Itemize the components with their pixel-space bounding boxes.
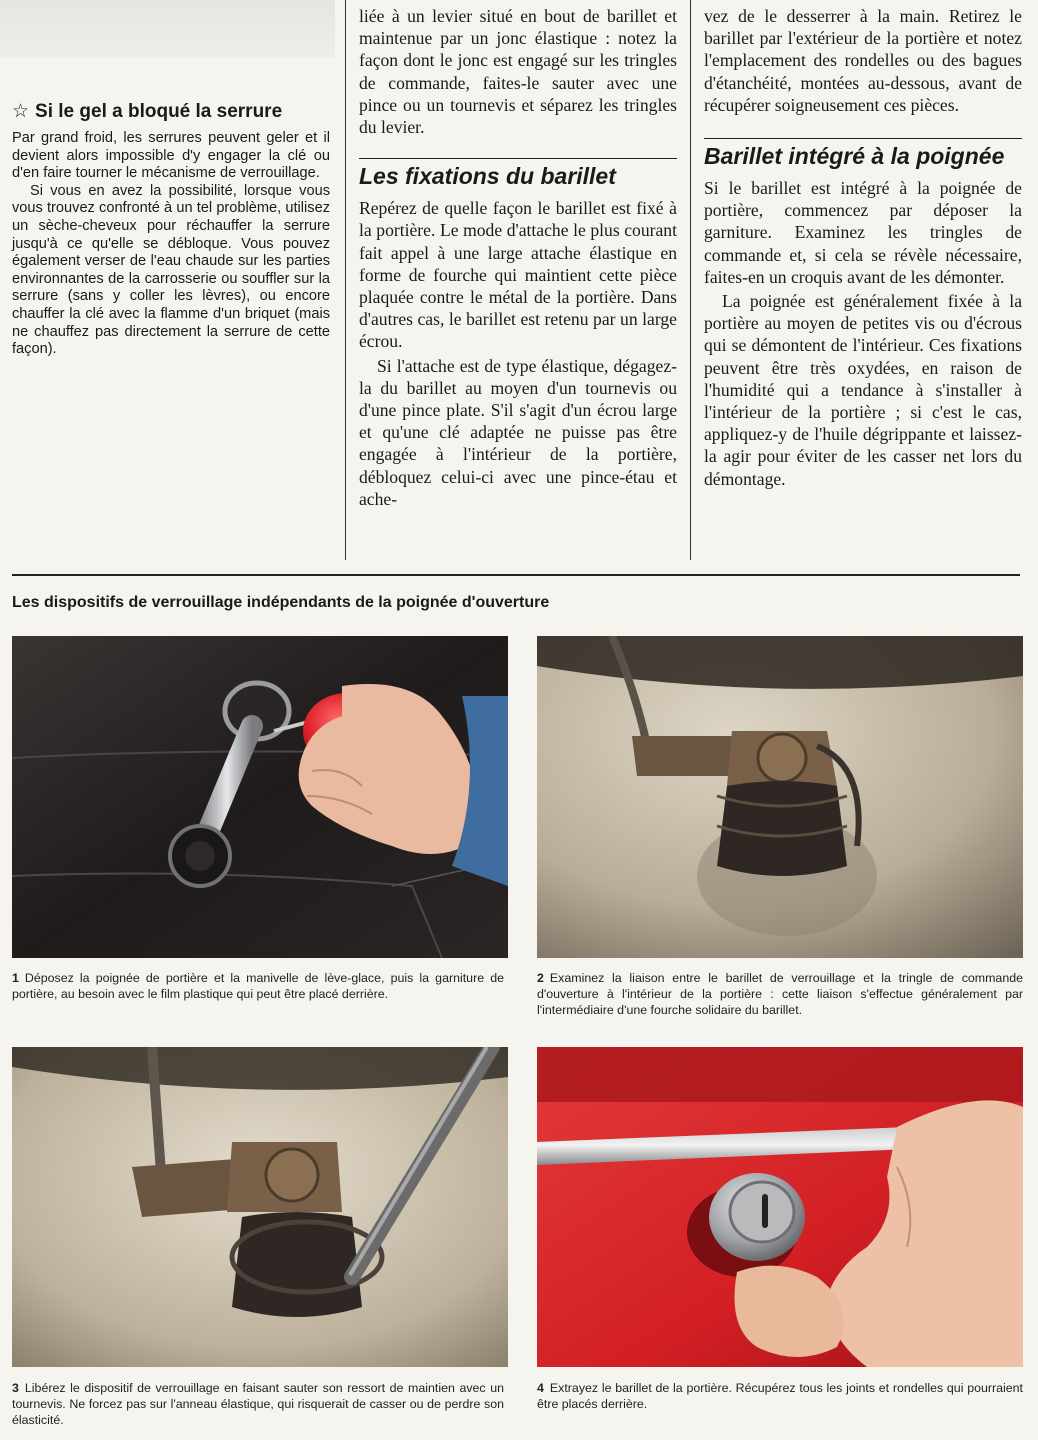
figure-number: 2 — [537, 971, 544, 985]
column-2 — [359, 5, 677, 510]
sidebar-title — [12, 100, 330, 124]
figure-caption-text: Examinez la liaison entre le barillet de verrouillage et la tringle de commande d'ouverture à l'intérieur de la portière : cette liaison s'effectue généralement par l'intermédiaire d'une fourche solidaire du barillet. — [537, 971, 1023, 1017]
star-outline-icon: ☆ — [12, 101, 30, 122]
column-divider — [345, 0, 346, 560]
sidebar-paragraph-2: Si vous en avez la possibilité, lorsque vous vous trouvez confronté à un tel problème, utilisez un sèche-cheveux pour réchauffer la serrure jusqu'à ce qu'elle se débloque. Vous pouvez également verser de l'eau chaude sur les parties environnantes de la carrosserie ou souffler sur la serrure (sans y coller les lèvres), ou encore chauffer la clé avec la flamme d'un briquet (mais ne chauffez pas directement la serrure de cette façon). — [12, 182, 330, 358]
figure-caption-3 — [12, 1381, 504, 1428]
photo-barrel-linkage — [537, 636, 1023, 958]
figure-caption-text: Déposez la poignée de portière et la manivelle de lève-glace, puis la garniture de portière, au besoin avec le film plastique qui peut être placé derrière. — [12, 971, 504, 1001]
figure-caption-4 — [537, 1381, 1023, 1413]
figure-number: 3 — [12, 1381, 19, 1395]
figures-title: Les dispositifs de verrouillage indépendants de la poignée d'ouverture — [12, 594, 550, 611]
section-heading-fixations: Les fixations du barillet — [359, 158, 677, 191]
column-3-paragraph-2: La poignée est généralement fixée à la portière au moyen de petites vis ou d'écrous qui se démontent de l'intérieur. Ces fixations peuvent être très oxydées, en raison de l'humidité qui a tendance à s'installer à l'intérieur de la portière ; si c'est le cas, appliquez-y de l'huile dégrippante et laissez-la agir pour éviter de les casser net lors du démontage. — [704, 291, 1022, 489]
figure-caption-text: Extrayez le barillet de la portière. Récupérez tous les joints et rondelles qui pourraient être placés derrière. — [537, 1381, 1023, 1411]
column-divider — [690, 0, 691, 560]
column-2-paragraph-2: Si l'attache est de type élastique, dégagez-la du barillet au moyen d'un tournevis ou d'une pince plate. S'il s'agit d'un écrou large et qu'une clé adaptée ne puisse pas être engagée à l'intérieur de la portière, débloquez celui-ci avec une pince-étau et ache- — [359, 355, 677, 509]
figures-divider — [12, 574, 1020, 576]
column-3 — [704, 5, 1022, 490]
figure-number: 4 — [537, 1381, 544, 1395]
sidebar-title-text: Si le gel a bloqué la serrure — [35, 101, 283, 122]
photo-spring-release — [12, 1047, 508, 1367]
column-3-paragraph-1: Si le barillet est intégré à la poignée de portière, commencez par déposer la garniture. Examinez les tringles de commande et, si cela se révèle nécessaire, faites-en un croquis avant de les démonter. — [704, 178, 1022, 287]
figure-caption-2 — [537, 971, 1023, 1018]
sidebar-paragraph-1: Par grand froid, les serrures peuvent geler et il devient alors impossible d'y engager la clé ou d'en faire tourner le mécanisme de verrouillage. — [12, 130, 330, 182]
column-2-intro: liée à un levier situé en bout de barillet et maintenue par un jonc élastique : notez la façon dont le jonc est engagé sur les tringles de commande, faites-le sauter avec une pince ou un tournevis et séparez les tringles du levier. — [359, 6, 677, 138]
frost-sidebar — [12, 100, 330, 359]
figure-caption-text: Libérez le dispositif de verrouillage en faisant sauter son ressort de maintien avec un tournevis. Ne forcez pas sur l'anneau élastique, qui risquerait de casser ou de perdre son élasticité. — [12, 1381, 504, 1427]
figure-number: 1 — [12, 971, 19, 985]
header-strip — [0, 0, 335, 58]
figure-caption-1 — [12, 971, 504, 1003]
photo-door-panel-removal — [12, 636, 508, 958]
photo-barrel-extraction — [537, 1047, 1023, 1367]
column-3-intro: vez de le desserrer à la main. Retirez le barillet par l'extérieur de la portière et notez l'emplacement des rondelles ou des bagues d'étanchéité, montées au-dessous, avant de récupérer soigneusement ces pièces. — [704, 6, 1022, 115]
section-heading-barillet: Barillet intégré à la poignée — [704, 138, 1022, 171]
column-2-paragraph-1: Repérez de quelle façon le barillet est fixé à la portière. Le mode d'attache le plus courant fait appel à une large attache élastique en forme de fourche qui maintient cette pièce plaquée contre le métal de la portière. Dans d'autres cas, le barillet est retenu par un large écrou. — [359, 198, 677, 352]
